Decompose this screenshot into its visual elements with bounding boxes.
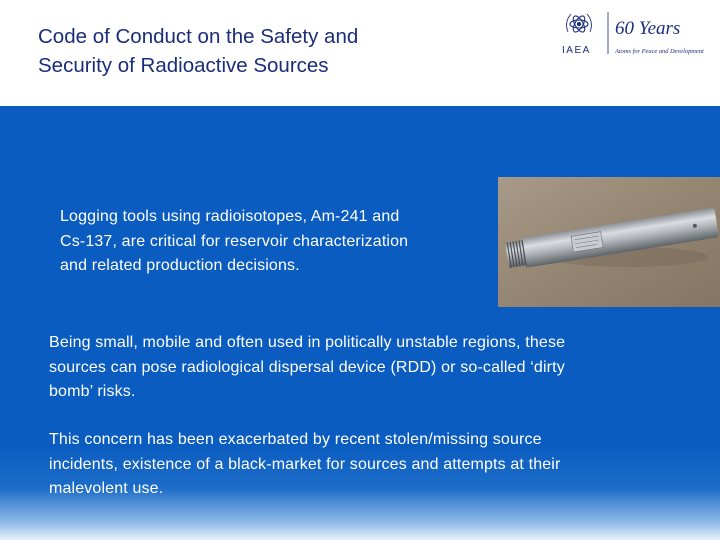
- paragraph-line: and related production decisions.: [60, 257, 300, 274]
- paragraph-line: malevolent use.: [49, 480, 164, 497]
- paragraph-line: Being small, mobile and often used in politically unstable regions, these: [49, 334, 566, 351]
- iaea-emblem-icon: [567, 14, 592, 34]
- logo-years: 60 Years: [615, 18, 681, 39]
- paragraph-line: bomb’ risks.: [49, 383, 136, 400]
- logging-tool-photo: [498, 177, 720, 307]
- paragraph-rdd-risk: [49, 331, 565, 405]
- paragraph-line: sources can pose radiological dispersal device (RDD) or so-called ‘dirty: [49, 358, 565, 376]
- title-line: Code of Conduct on the Safety and: [38, 25, 359, 48]
- paragraph-line: Logging tools using radioisotopes, Am-241 and: [60, 208, 400, 225]
- paragraph-line: Cs-137, are critical for reservoir characterization: [60, 232, 409, 250]
- iaea-60-years-logo: [560, 8, 710, 56]
- logo-org: IAEA: [562, 45, 591, 56]
- title-line: Security of Radioactive Sources: [38, 54, 329, 77]
- logo-tagline: Atoms for Peace and Development: [615, 48, 704, 55]
- paragraph-black-market: [49, 428, 560, 502]
- slide-header: [0, 0, 720, 106]
- paragraph-line: This concern has been exacerbated by recent stolen/missing source: [49, 431, 542, 448]
- paragraph-logging-tools: [60, 205, 408, 279]
- slide-title: [38, 22, 358, 80]
- paragraph-line: incidents, existence of a black-market for sources and attempts at their: [49, 455, 561, 473]
